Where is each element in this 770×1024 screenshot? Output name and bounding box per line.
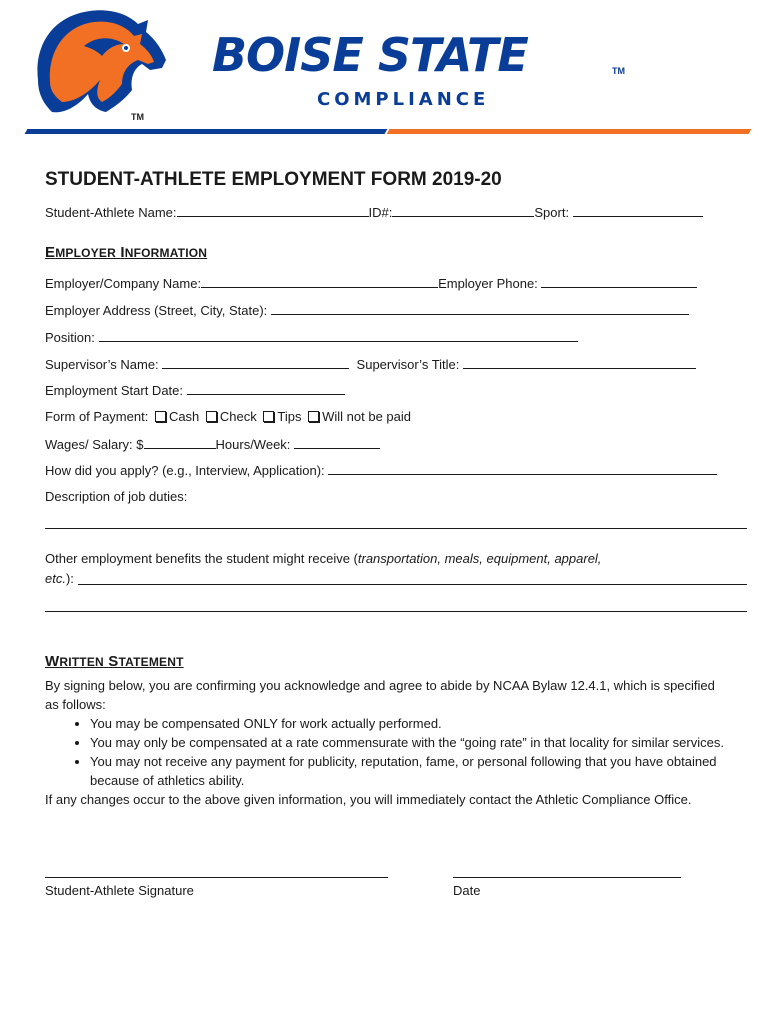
phone-field[interactable] xyxy=(541,275,697,288)
sport-label: Sport: xyxy=(534,205,570,220)
date-label: Date xyxy=(453,883,481,898)
sport-field[interactable] xyxy=(573,204,703,217)
wages-row xyxy=(45,436,380,452)
brand-title: BOISE STATE xyxy=(212,28,528,82)
signature-label: Student-Athlete Signature xyxy=(45,883,194,898)
duties-label: Description of job duties: xyxy=(45,489,188,504)
check-option-label: Check xyxy=(219,409,257,424)
position-label: Position: xyxy=(45,330,95,345)
brand-trademark: TM xyxy=(612,66,625,76)
company-field[interactable] xyxy=(201,275,438,288)
tips-option-label: Tips xyxy=(277,409,302,424)
header-rule-orange xyxy=(387,129,752,134)
header-rule-blue xyxy=(25,129,388,134)
supervisor-row xyxy=(45,356,696,372)
employer-section-heading: EMPLOYER INFORMATION xyxy=(45,244,208,261)
benefits-field-line-2[interactable] xyxy=(45,611,747,612)
employer-company-row xyxy=(45,275,697,291)
id-field[interactable] xyxy=(392,204,534,217)
cash-option-label: Cash xyxy=(168,409,200,424)
bronco-head-logo xyxy=(30,6,170,124)
bylaw-item: • You may not receive any payment for publicity, reputation, fame, or personal following that you have obtained because of athletics ability. xyxy=(90,752,725,790)
hours-label: Hours/Week: xyxy=(215,437,291,452)
phone-label: Employer Phone: xyxy=(438,276,538,291)
wages-label: Wages/ Salary: $ xyxy=(45,437,144,452)
brand-subtitle: COMPLIANCE xyxy=(317,89,490,110)
student-name-label: Student-Athlete Name: xyxy=(45,205,177,220)
student-name-field[interactable] xyxy=(177,204,369,217)
date-field[interactable] xyxy=(453,877,681,878)
supervisor-name-label: Supervisor’s Name: xyxy=(45,357,159,372)
statement-closing: If any changes occur to the above given information, you will immediately contact the Athletic Compliance Office. xyxy=(45,792,692,807)
not-paid-option-label: Will not be paid xyxy=(322,409,411,424)
id-label: ID#: xyxy=(368,205,393,220)
address-field[interactable] xyxy=(271,302,689,315)
supervisor-title-field[interactable] xyxy=(463,356,696,369)
statement-section-heading: WRITTEN STATEMENT xyxy=(45,653,184,670)
employer-address-row xyxy=(45,302,689,318)
wages-field[interactable] xyxy=(144,436,216,449)
cash-checkbox[interactable] xyxy=(155,411,166,422)
supervisor-title-label: Supervisor’s Title: xyxy=(356,357,460,372)
statement-body xyxy=(45,676,725,809)
benefits-label: Other employment benefits the student might receive (transportation, meals, equipment, apparel, xyxy=(45,551,602,566)
address-label: Employer Address (Street, City, State): xyxy=(45,303,268,318)
bylaw-list xyxy=(45,714,725,790)
logo-trademark: TM xyxy=(131,112,144,122)
company-label: Employer/Company Name: xyxy=(45,276,202,291)
start-date-field[interactable] xyxy=(187,382,345,395)
payment-row xyxy=(45,409,411,424)
duties-field[interactable] xyxy=(45,528,747,529)
apply-row xyxy=(45,462,717,478)
bylaw-item: • You may only be compensated at a rate commensurate with the “going rate” in that locality for similar services. xyxy=(90,733,725,752)
bylaw-item: • You may be compensated ONLY for work actually performed. xyxy=(90,714,725,733)
position-row xyxy=(45,329,578,345)
apply-field[interactable] xyxy=(328,462,717,475)
benefits-field[interactable] xyxy=(78,584,747,585)
benefits-row: etc.): xyxy=(45,571,74,586)
form-title: STUDENT-ATHLETE EMPLOYMENT FORM 2019-20 xyxy=(45,169,502,190)
hours-field[interactable] xyxy=(294,436,380,449)
statement-intro: By signing below, you are confirming you acknowledge and agree to abide by NCAA Bylaw 12.4.1, which is specified as follows: xyxy=(45,678,715,712)
student-info-row xyxy=(45,204,703,220)
start-date-label: Employment Start Date: xyxy=(45,383,183,398)
signature-field[interactable] xyxy=(45,877,388,878)
not-paid-checkbox[interactable] xyxy=(308,411,319,422)
position-field[interactable] xyxy=(99,329,578,342)
check-checkbox[interactable] xyxy=(206,411,217,422)
payment-label: Form of Payment: xyxy=(45,409,149,424)
tips-checkbox[interactable] xyxy=(263,411,274,422)
start-date-row xyxy=(45,382,345,398)
supervisor-name-field[interactable] xyxy=(162,356,349,369)
apply-label: How did you apply? (e.g., Interview, Application): xyxy=(45,463,325,478)
